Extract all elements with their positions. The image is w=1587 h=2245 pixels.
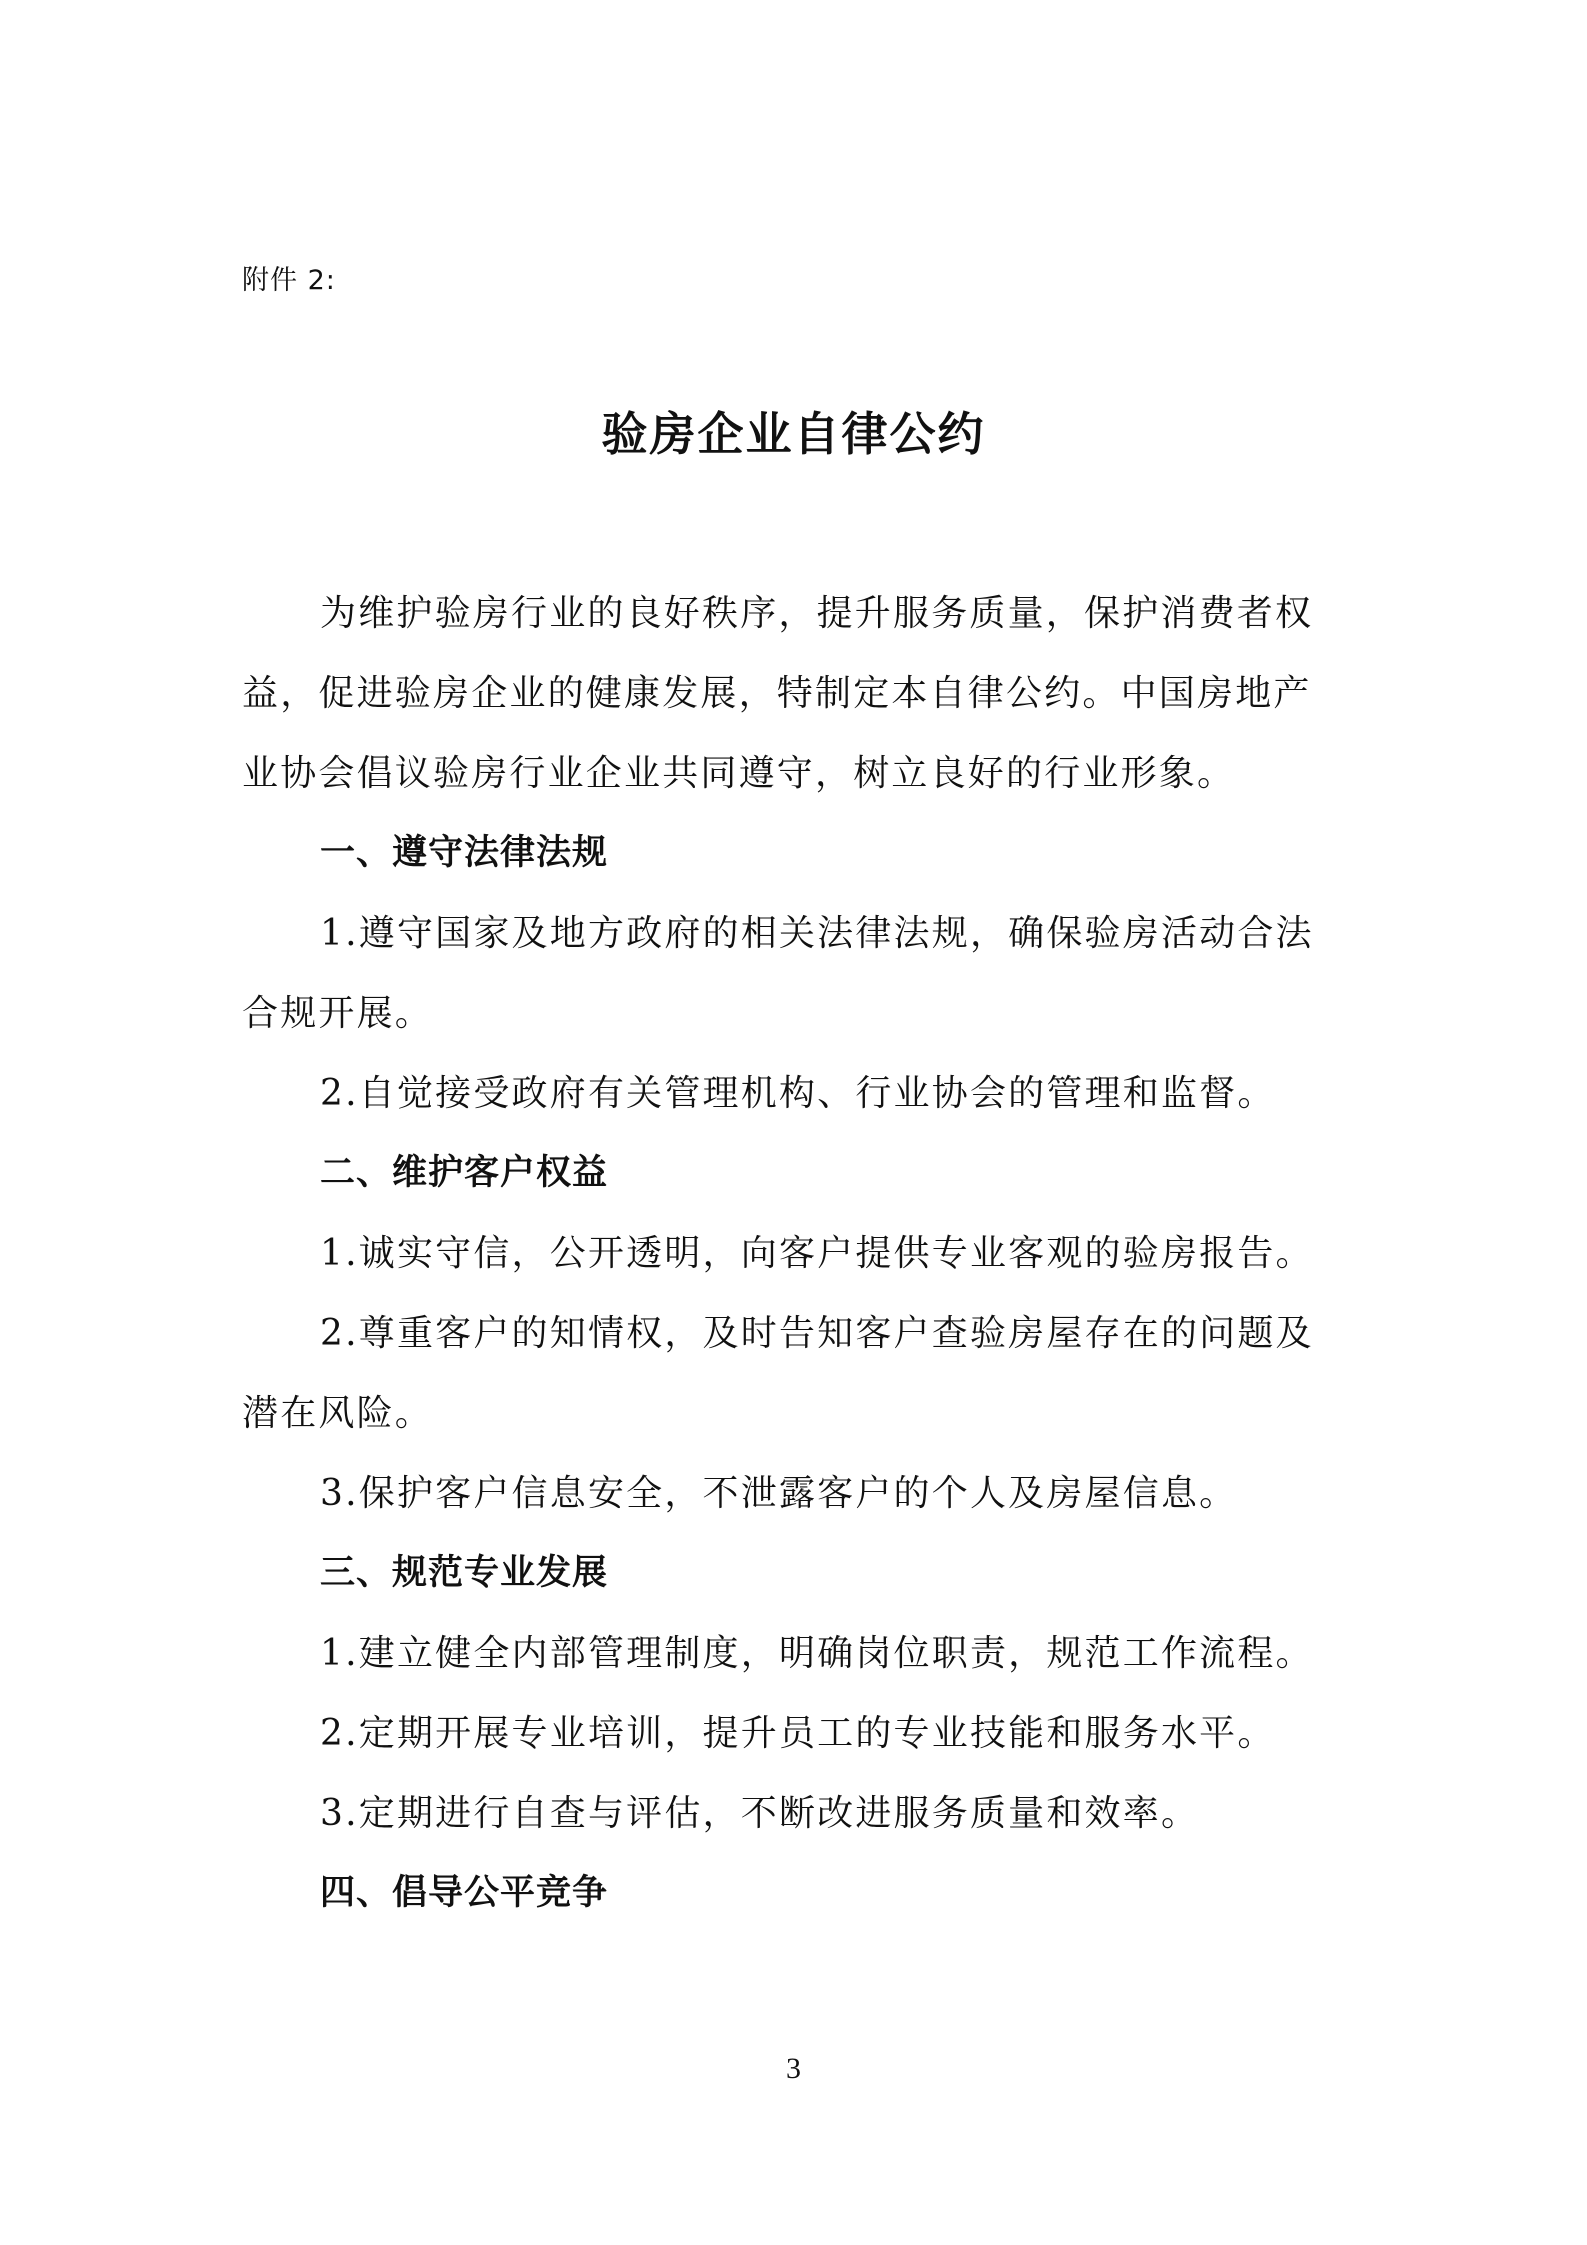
section-item-line: 1.诚实守信，公开透明，向客户提供专业客观的验房报告。 [320,1233,1314,1274]
section-heading: 一、遵守法律法规 [320,833,609,873]
section-item-line: 1.遵守国家及地方政府的相关法律法规，确保验房活动合法 [320,913,1314,954]
section-item-line: 3.保护客户信息安全，不泄露客户的个人及房屋信息。 [320,1473,1238,1514]
section-heading: 四、倡导公平竞争 [320,1873,609,1913]
section-item-line: 合规开展。 [242,993,434,1034]
intro-line: 为维护验房行业的良好秩序，提升服务质量，保护消费者权 [320,593,1314,634]
section-item-line: 2.自觉接受政府有关管理机构、行业协会的管理和监督。 [320,1073,1276,1114]
section-item-line: 3.定期进行自查与评估，不断改进服务质量和效率。 [320,1793,1200,1834]
section-item-line: 1.建立健全内部管理制度，明确岗位职责，规范工作流程。 [320,1633,1314,1674]
intro-line: 业协会倡议验房行业企业共同遵守，树立良好的行业形象。 [242,753,1236,794]
section-heading: 二、维护客户权益 [320,1153,609,1193]
attachment-label: 附件 2: [242,265,336,296]
section-item-line: 2.定期开展专业培训，提升员工的专业技能和服务水平。 [320,1713,1276,1754]
page-number: 3 [786,2052,801,2085]
document-title: 验房企业自律公约 [601,407,986,461]
intro-line: 益，促进验房企业的健康发展，特制定本自律公约。中国房地产 [242,673,1312,714]
section-item-line: 2.尊重客户的知情权，及时告知客户查验房屋存在的问题及 [320,1313,1314,1354]
section-item-line: 潜在风险。 [242,1393,434,1434]
section-heading: 三、规范专业发展 [320,1553,609,1593]
